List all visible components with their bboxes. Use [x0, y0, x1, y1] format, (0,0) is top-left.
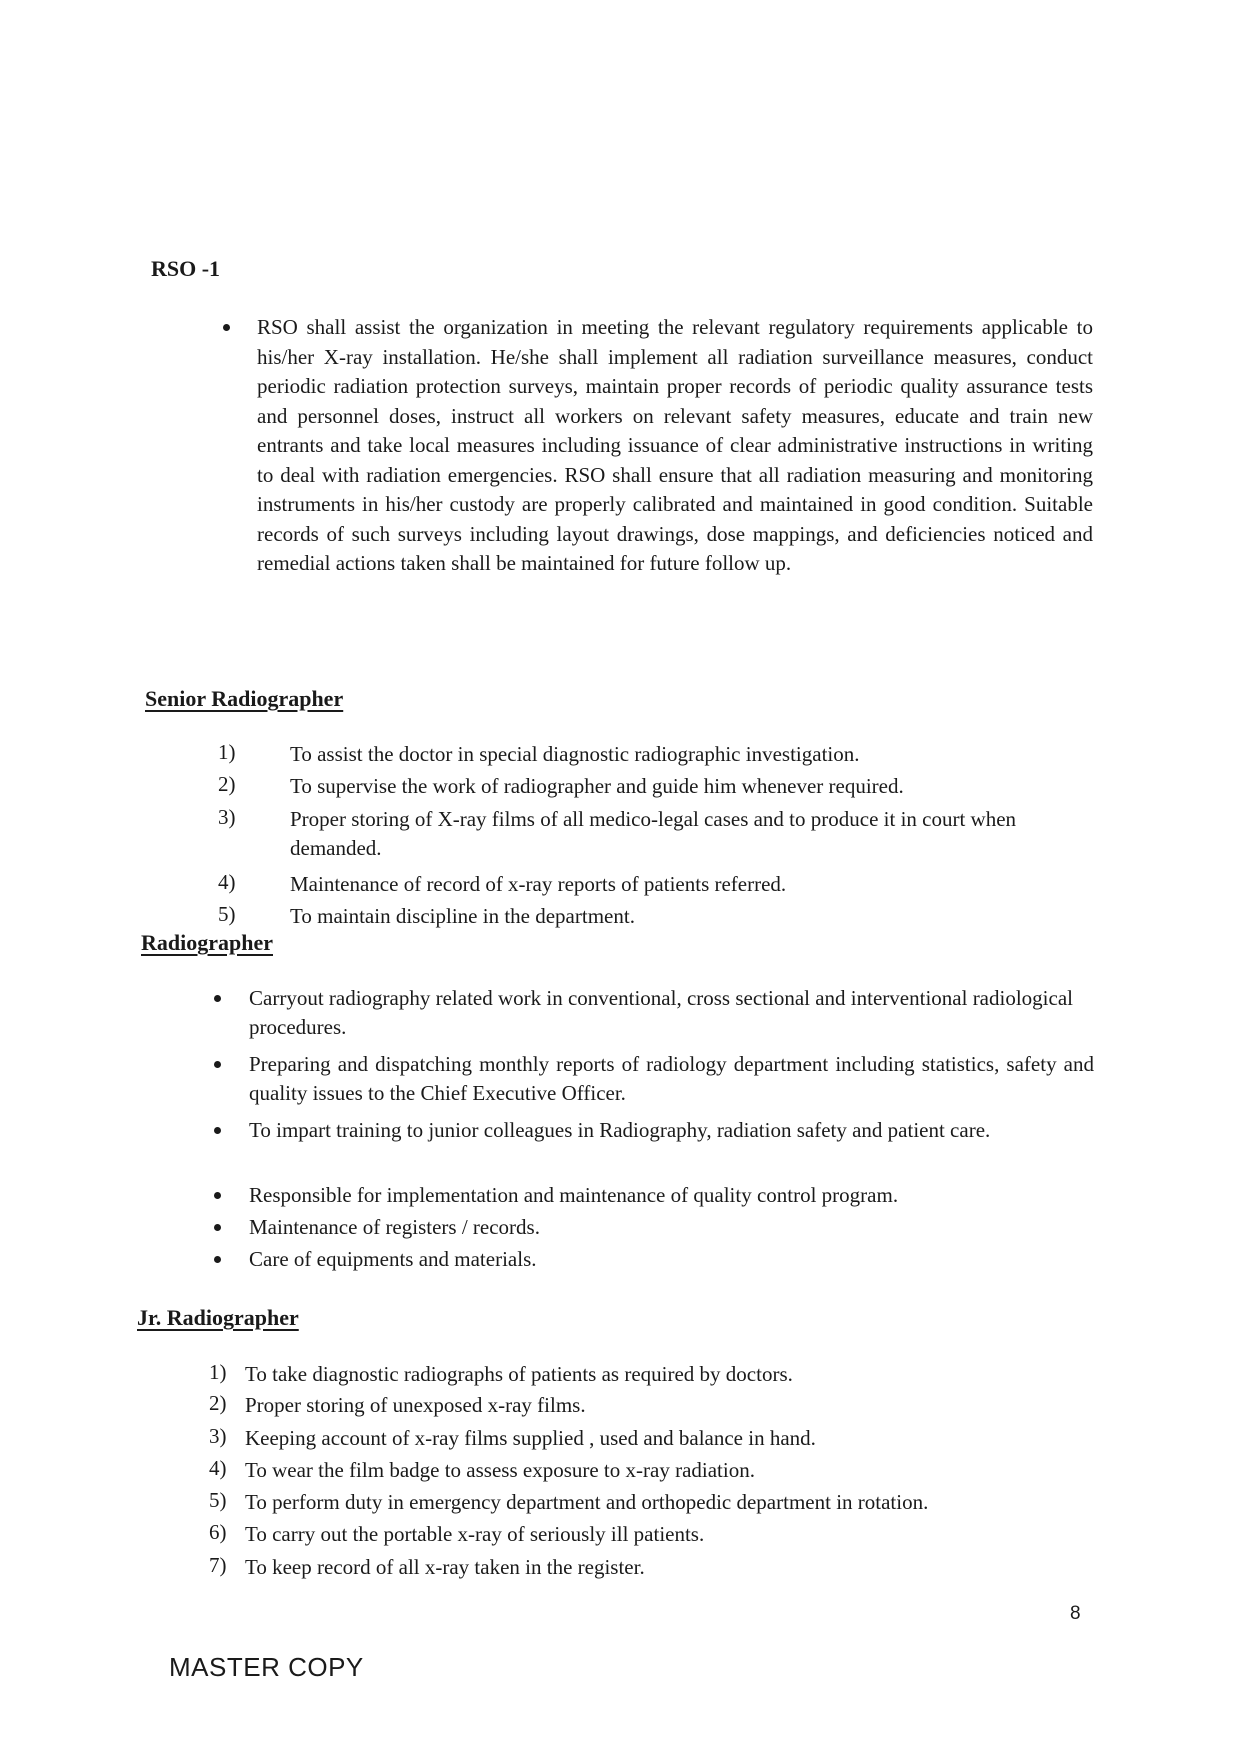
list-item: To wear the film badge to assess exposure to x-ray radiation. — [245, 1458, 755, 1482]
page-number: 8 — [1070, 1603, 1081, 1624]
list-item-number: 1) — [218, 740, 236, 764]
list-item: Keeping account of x-ray films supplied , used and balance in hand. — [245, 1426, 816, 1450]
list-item: To take diagnostic radiographs of patients as required by doctors. — [245, 1362, 793, 1386]
list-item-number: 7) — [209, 1553, 227, 1577]
master-copy-stamp: MASTER COPY — [169, 1652, 364, 1682]
rso-heading: RSO -1 — [151, 256, 221, 281]
list-item: To impart training to junior colleagues in Radiography, radiation safety and patient care. — [249, 1118, 991, 1142]
list-item: Preparing and dispatching monthly reports of radiology department including statistics, safety and quality issues to the Chief Executive Officer. — [249, 1052, 1094, 1105]
bullet-icon — [214, 1256, 221, 1263]
list-item-number: 4) — [209, 1456, 227, 1480]
list-item-number: 2) — [209, 1391, 227, 1415]
bullet-icon — [214, 995, 221, 1002]
list-item: Care of equipments and materials. — [249, 1247, 537, 1271]
list-item-number: 1) — [209, 1360, 227, 1384]
list-item-number: 4) — [218, 870, 236, 894]
list-item-number: 3) — [209, 1424, 227, 1448]
rso-paragraph: RSO shall assist the organization in meeting the relevant regulatory requirements applicable to his/her X-ray installation. He/she shall implement all radiation surveillance measures, conduct periodic radiation protection surveys, maintain proper records of periodic quality assurance tests and personnel doses, instruct all workers on relevant safety measures, educate and train new entrants and take local measures including issuance of clear administrative instructions in writing to deal with radiation emergencies. RSO shall ensure that all radiation measuring and monitoring instruments in his/her custody are properly calibrated and maintained in good condition. Suitable records of such surveys including layout drawings, dose mappings, and deficiencies noticed and remedial actions taken shall be maintained for future follow up. — [257, 315, 1093, 575]
list-item: Maintenance of record of x-ray reports of patients referred. — [290, 872, 787, 896]
list-item: To maintain discipline in the department. — [290, 904, 635, 928]
list-item: Maintenance of registers / records. — [249, 1215, 540, 1239]
list-item-number: 5) — [209, 1488, 227, 1512]
bullet-icon — [214, 1127, 221, 1134]
list-item: To assist the doctor in special diagnostic radiographic investigation. — [290, 742, 860, 766]
bullet-icon — [223, 324, 230, 331]
list-item: Proper storing of X-ray films of all medico-legal cases and to produce it in court when demanded. — [290, 807, 1017, 860]
list-item-number: 6) — [209, 1520, 227, 1544]
list-item: Proper storing of unexposed x-ray films. — [245, 1393, 586, 1417]
senior-radiographer-heading: Senior Radiographer — [145, 686, 344, 711]
list-item: To carry out the portable x-ray of seriously ill patients. — [245, 1522, 705, 1546]
jr-radiographer-heading: Jr. Radiographer — [137, 1305, 299, 1330]
list-item-number: 2) — [218, 772, 236, 796]
bullet-icon — [214, 1192, 221, 1199]
bullet-icon — [214, 1061, 221, 1068]
list-item-number: 5) — [218, 902, 236, 926]
list-item: Carryout radiography related work in conventional, cross sectional and interventional radiological procedures. — [249, 986, 1073, 1039]
list-item: Responsible for implementation and maintenance of quality control program. — [249, 1183, 899, 1207]
list-item: To keep record of all x-ray taken in the register. — [245, 1555, 645, 1579]
bullet-icon — [214, 1224, 221, 1231]
radiographer-heading: Radiographer — [141, 930, 273, 955]
list-item: To supervise the work of radiographer and guide him whenever required. — [290, 774, 904, 798]
list-item: To perform duty in emergency department and orthopedic department in rotation. — [245, 1490, 929, 1514]
list-item-number: 3) — [218, 805, 236, 829]
